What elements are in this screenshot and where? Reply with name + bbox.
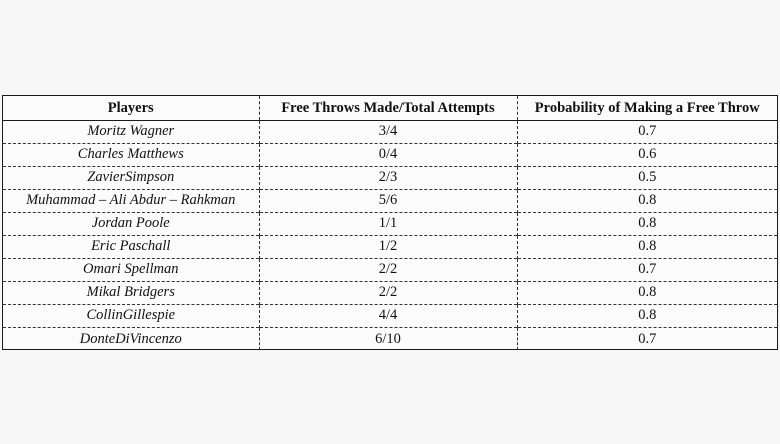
probability-cell: 0.7 bbox=[517, 327, 777, 350]
made-attempts-cell: 4/4 bbox=[259, 304, 517, 327]
player-cell: Muhammad – Ali Abdur – Rahkman bbox=[3, 189, 259, 212]
table-row bbox=[3, 281, 777, 304]
probability-cell: 0.8 bbox=[517, 304, 777, 327]
data-table bbox=[3, 96, 777, 350]
made-attempts-cell: 2/2 bbox=[259, 281, 517, 304]
probability-cell: 0.8 bbox=[517, 235, 777, 258]
table-row bbox=[3, 327, 777, 350]
probability-cell: 0.6 bbox=[517, 143, 777, 166]
header-free-throws: Free Throws Made/Total Attempts bbox=[259, 96, 517, 120]
table-row bbox=[3, 120, 777, 143]
table-row bbox=[3, 189, 777, 212]
made-attempts-cell: 2/3 bbox=[259, 166, 517, 189]
made-attempts-cell: 3/4 bbox=[259, 120, 517, 143]
player-cell: Moritz Wagner bbox=[3, 120, 259, 143]
probability-cell: 0.8 bbox=[517, 281, 777, 304]
probability-cell: 0.7 bbox=[517, 120, 777, 143]
table-row bbox=[3, 304, 777, 327]
player-cell: Jordan Poole bbox=[3, 212, 259, 235]
table-row bbox=[3, 166, 777, 189]
player-cell: ZavierSimpson bbox=[3, 166, 259, 189]
header-players: Players bbox=[3, 96, 259, 120]
player-cell: Omari Spellman bbox=[3, 258, 259, 281]
player-cell: Eric Paschall bbox=[3, 235, 259, 258]
table-row bbox=[3, 235, 777, 258]
table-row bbox=[3, 212, 777, 235]
header-probability: Probability of Making a Free Throw bbox=[517, 96, 777, 120]
made-attempts-cell: 0/4 bbox=[259, 143, 517, 166]
player-cell: Mikal Bridgers bbox=[3, 281, 259, 304]
made-attempts-cell: 5/6 bbox=[259, 189, 517, 212]
made-attempts-cell: 2/2 bbox=[259, 258, 517, 281]
table-row bbox=[3, 258, 777, 281]
probability-cell: 0.5 bbox=[517, 166, 777, 189]
made-attempts-cell: 1/2 bbox=[259, 235, 517, 258]
player-cell: DonteDiVincenzo bbox=[3, 327, 259, 350]
table-row bbox=[3, 143, 777, 166]
player-cell: Charles Matthews bbox=[3, 143, 259, 166]
made-attempts-cell: 6/10 bbox=[259, 327, 517, 350]
made-attempts-cell: 1/1 bbox=[259, 212, 517, 235]
player-cell: CollinGillespie bbox=[3, 304, 259, 327]
probability-cell: 0.7 bbox=[517, 258, 777, 281]
probability-cell: 0.8 bbox=[517, 189, 777, 212]
free-throw-table bbox=[2, 95, 778, 350]
probability-cell: 0.8 bbox=[517, 212, 777, 235]
header-row bbox=[3, 96, 777, 120]
